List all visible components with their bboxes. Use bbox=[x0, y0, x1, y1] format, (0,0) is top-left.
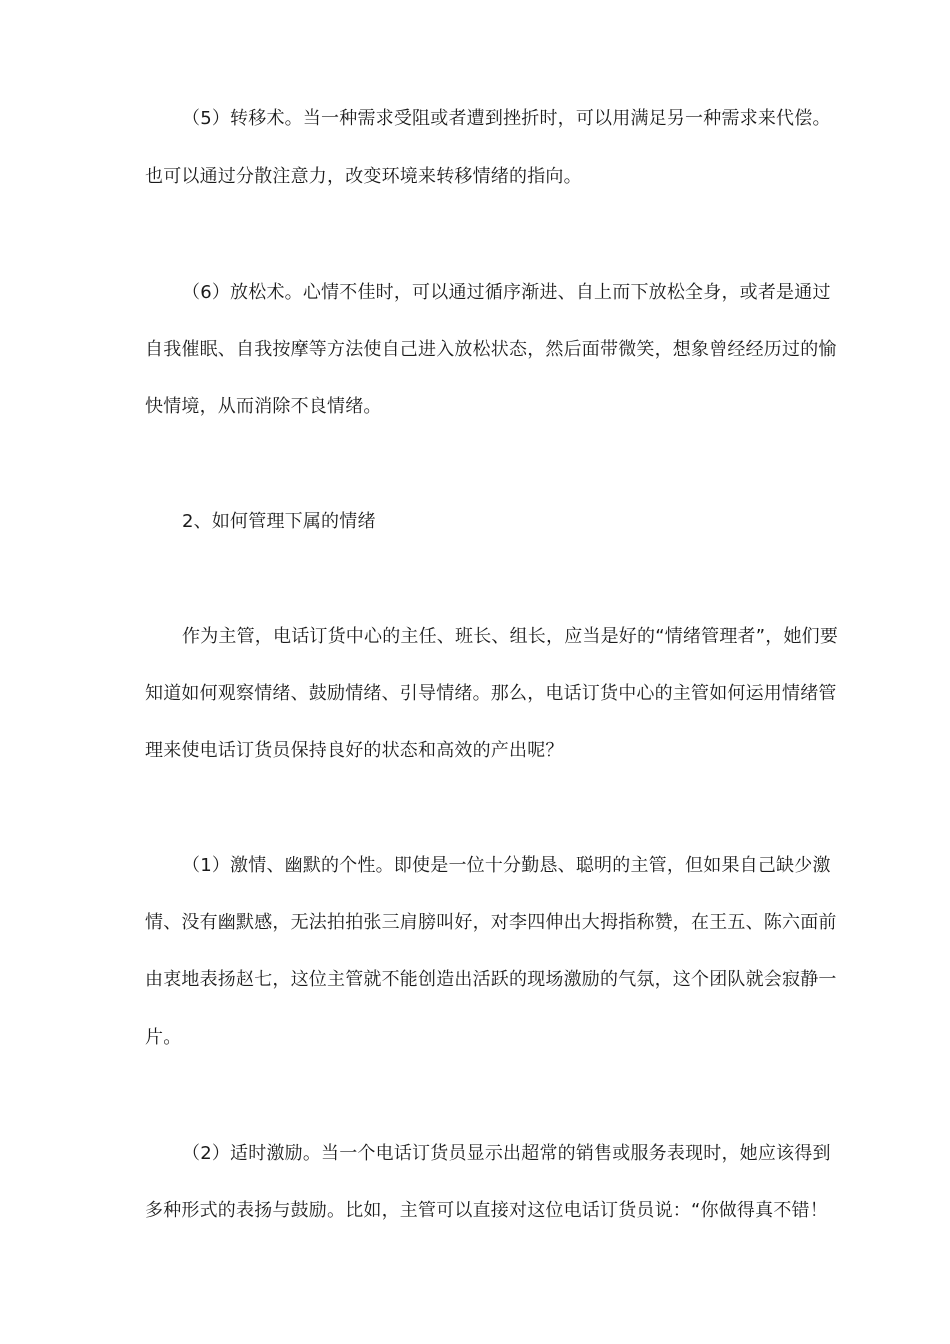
paragraph-line: 知道如何观察情绪、鼓励情绪、引导情绪。那么，电话订货中心的主管如何运用情绪管 bbox=[145, 683, 837, 704]
paragraph-line: 情、没有幽默感，无法拍拍张三肩膀叫好，对李四伸出大拇指称赞，在王五、陈六面前 bbox=[145, 912, 837, 933]
paragraph-line: 也可以通过分散注意力，改变环境来转移情绪的指向。 bbox=[145, 166, 582, 187]
paragraph-line: （5）转移术。当一种需求受阻或者遭到挫折时，可以用满足另一种需求来代偿。 bbox=[182, 108, 831, 129]
section-heading: 2、如何管理下属的情绪 bbox=[182, 511, 376, 532]
paragraph-line: （1）激情、幽默的个性。即使是一位十分勤恳、聪明的主管，但如果自己缺少激 bbox=[182, 855, 831, 876]
paragraph-line: 自我催眠、自我按摩等方法使自己进入放松状态，然后面带微笑，想象曾经经历过的愉 bbox=[145, 339, 837, 360]
paragraph-line: 理来使电话订货员保持良好的状态和高效的产出呢？ bbox=[145, 740, 564, 761]
paragraph-line: 多种形式的表扬与鼓励。比如，主管可以直接对这位电话订货员说：“你做得真不错！ bbox=[145, 1200, 828, 1221]
paragraph-line: 片。 bbox=[145, 1027, 182, 1048]
paragraph-line: （2）适时激励。当一个电话订货员显示出超常的销售或服务表现时，她应该得到 bbox=[182, 1143, 831, 1164]
paragraph-line: 由衷地表扬赵七，这位主管就不能创造出活跃的现场激励的气氛，这个团队就会寂静一 bbox=[145, 969, 837, 990]
paragraph-line: （6）放松术。心情不佳时，可以通过循序渐进、自上而下放松全身，或者是通过 bbox=[182, 282, 831, 303]
paragraph-line: 作为主管，电话订货中心的主任、班长、组长，应当是好的“情绪管理者”，她们要 bbox=[182, 626, 839, 647]
paragraph-line: 快情境，从而消除不良情绪。 bbox=[145, 396, 382, 417]
